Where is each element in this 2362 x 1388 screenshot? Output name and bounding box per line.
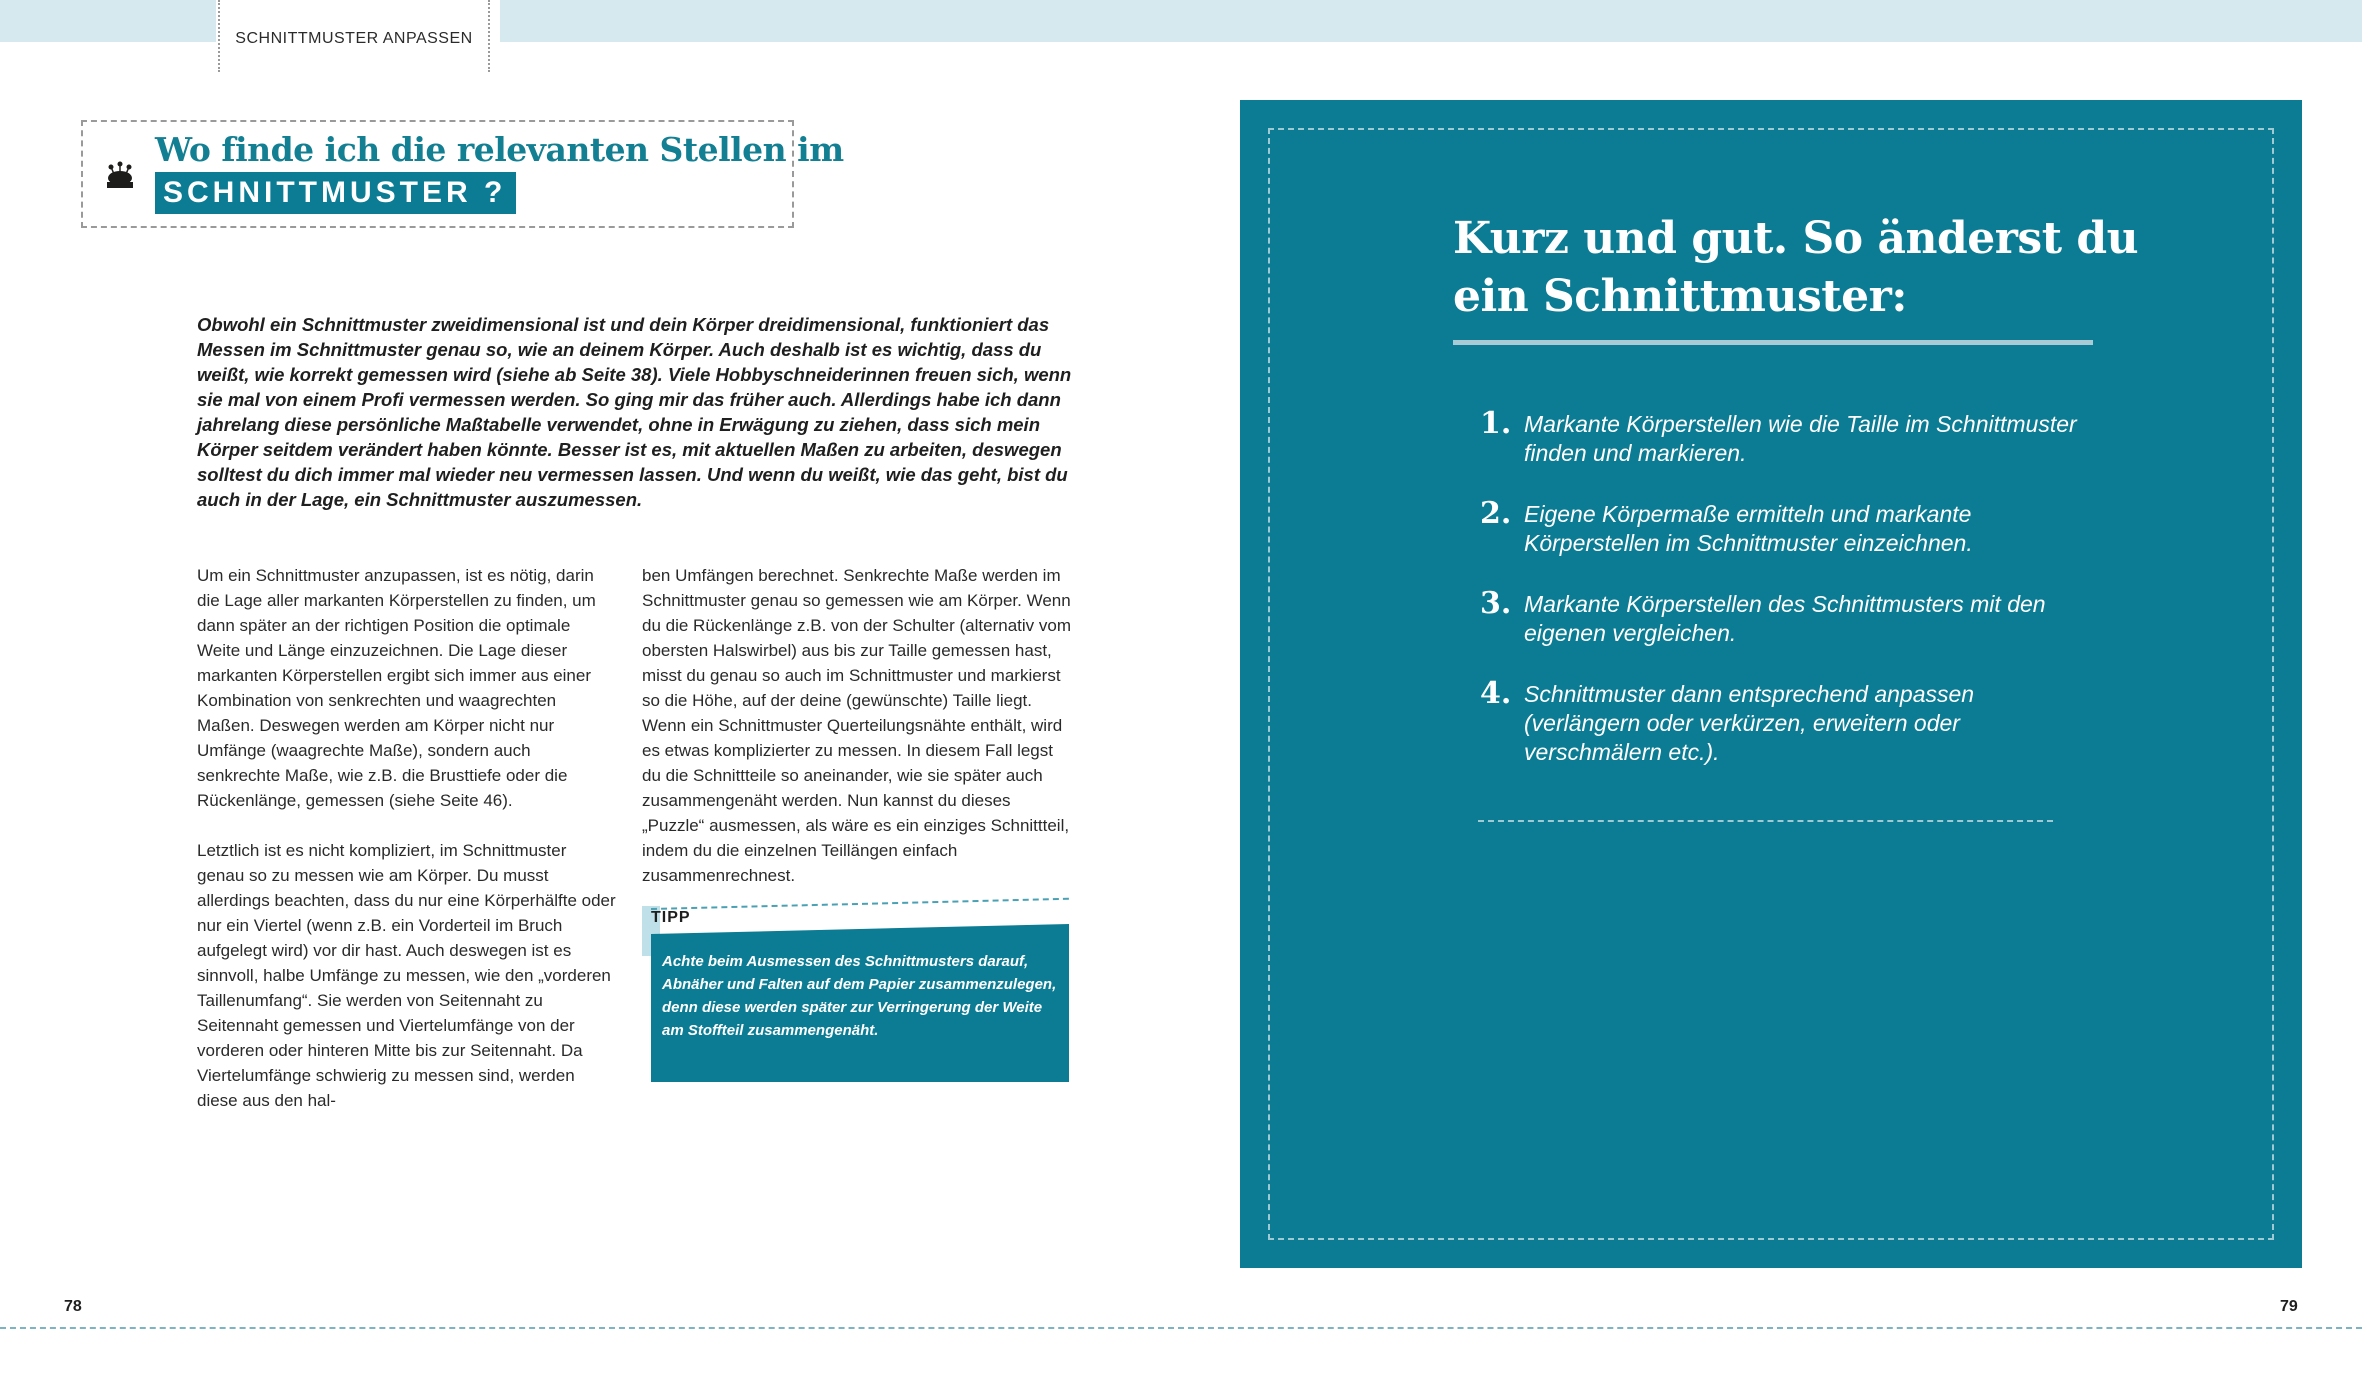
step-text: Markante Körperstellen des Schnittmusters mit den eigenen vergleichen. xyxy=(1524,591,2046,646)
step-text: Schnittmuster dann entsprechend anpassen (verlängern oder verkürzen, erweitern oder verschmälern etc.). xyxy=(1524,681,1975,765)
page-number-left: 78 xyxy=(64,1298,82,1315)
intro-paragraph: Obwohl ein Schnittmuster zweidimensional ist und dein Körper dreidimensional, funktioniert das Messen im Schnittmuster genau so, wie an deinem Körper. Auch deshalb ist es wichtig, dass du weißt, wie korrekt gemessen wird (siehe ab Seite 38). Viele Hobbyschneiderinnen freuen sich, wenn sie mal von einem Profi vermessen werden. So ging mir das früher auch. Allerdings habe ich dann jahrelang diese persönliche Maßtabelle verwendet, ohne in Erwägung zu ziehen, dass sich mein Körper seitdem verändert haben könnte. Besser ist es, mit aktuellen Maßen zu arbeiten, deswegen solltest du dich immer mal wieder neu vermessen lassen. Und wenn du weißt, wie das geht, bist du auch in der Lage, ein Schnittmuster auszumessen. xyxy=(197,314,1072,510)
summary-title: Kurz und gut. So änderst du ein Schnittmuster: xyxy=(1453,213,2139,322)
step-number: 3. xyxy=(1480,586,1512,621)
summary-steps xyxy=(1480,406,2080,799)
top-band-right xyxy=(500,0,2362,42)
step-number: 4. xyxy=(1480,676,1512,711)
step-item xyxy=(1480,496,2080,558)
bottom-divider xyxy=(0,1327,2362,1329)
step-number: 1. xyxy=(1480,406,1512,441)
body-paragraph-2: Letztlich ist es nicht kompliziert, im Schnittmuster genau so zu messen wie am Körper. Du musst allerdings beachten, dass du nur eine Körperhälfte oder nur ein Viertel (wenn z.B. ein Vorderteil im Bruch aufgelegt wird) vor dir hast. Auch deswegen ist es sinnvoll, halbe Umfänge zu messen, wie den „vorderen Taillenumfang“. Sie werden von Seitennaht zu Seitennaht gemessen und Viertelumfänge von der vorderen oder hinteren Mitte bis zur Seitennaht. Da Viertelumfänge schwierig zu messen sind, werden diese aus den hal- xyxy=(197,841,616,1110)
page-number-right: 79 xyxy=(2280,1298,2298,1315)
step-item xyxy=(1480,406,2080,468)
tip-label: TIPP xyxy=(651,909,691,926)
section-title-box xyxy=(81,120,844,228)
body-paragraph-1: Um ein Schnittmuster anzupassen, ist es nötig, darin die Lage aller markanten Körperstellen zu finden, um dann später an der richtigen Position die optimale Weite und Länge einzuzeichnen. Die Lage dieser markanten Körperstellen ergibt sich immer aus einer Kombination von senkrechten und waagrechten Maßen. Deswegen werden am Körper nicht nur Umfänge (waagrechte Maße), sondern auch senkrechte Maße, wie z.B. die Brusttiefe oder die Rückenlänge, gemessen (siehe Seite 46). xyxy=(197,566,596,810)
steps-divider xyxy=(1478,820,2053,822)
step-item xyxy=(1480,676,2080,767)
summary-panel xyxy=(1240,100,2302,1268)
summary-rule xyxy=(1453,340,2093,345)
body-column-right xyxy=(642,563,1072,913)
section-title-line1: Wo finde ich die relevanten Stellen im xyxy=(155,130,844,169)
section-title-line2: SCHNITTMUSTER ? xyxy=(155,172,516,214)
step-text: Markante Körperstellen wie die Taille im Schnittmuster finden und markieren. xyxy=(1524,411,2077,466)
running-head: SCHNITTMUSTER ANPASSEN xyxy=(218,0,490,72)
pincushion-icon xyxy=(103,158,137,192)
top-band-left xyxy=(0,0,216,42)
tip-text: Achte beim Ausmessen des Schnittmusters darauf, Abnäher und Falten auf dem Papier zusammenzulegen, denn diese werden später zur Verringerung der Weite am Stoffteil zusammengenäht. xyxy=(662,953,1057,1039)
step-text: Eigene Körpermaße ermitteln und markante Körperstellen im Schnittmuster einzeichnen. xyxy=(1524,501,1973,556)
step-number: 2. xyxy=(1480,496,1512,531)
body-paragraph-3: ben Umfängen berechnet. Senkrechte Maße werden im Schnittmuster genau so gemessen wie am Körper. Wenn du die Rückenlänge z.B. von der Schulter (alternativ vom obersten Halswirbel) aus bis zur Taille gemessen hast, misst du genau so auch im Schnittmuster und markierst so die Höhe, auf der deine (gewünschte) Taille liegt. Wenn ein Schnittmuster Querteilungsnähte enthält, wird es etwas komplizierter zu messen. In diesem Fall legst du die Schnittteile so aneinander, wie sie später auch zusammengenäht werden. Nun kannst du dieses „Puzzle“ ausmessen, als wäre es ein einziges Schnittteil, indem du die einzelnen Teillängen einfach zusammenrechnest. xyxy=(642,566,1072,885)
body-column-left xyxy=(197,563,617,1138)
step-item xyxy=(1480,586,2080,648)
